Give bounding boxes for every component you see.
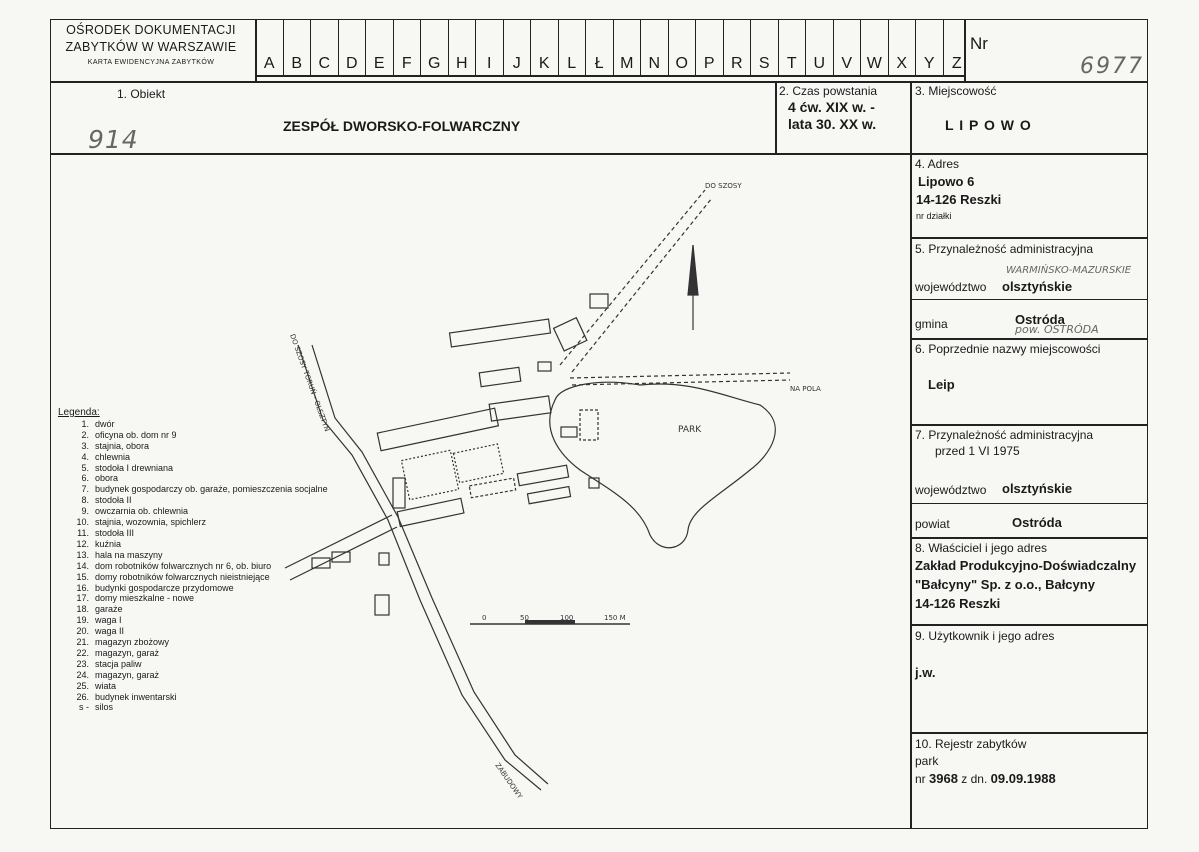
road-west-label: DO SZOSY TORUŃ - OLSZTYN: [288, 332, 331, 433]
legend-item-text: stajnia, wozownia, spichlerz: [95, 517, 207, 528]
scale-tick: 100: [560, 614, 574, 622]
letter-cell: U: [805, 19, 833, 75]
czas-line2: lata 30. XX w.: [788, 116, 877, 132]
building-7: [393, 478, 405, 508]
wlasciciel-label: 8. Właściciel i jego adres: [915, 541, 1048, 555]
legend-item-number: 25.: [76, 680, 89, 691]
wlasciciel-line2: "Bałcyny" Sp. z o.o., Bałcyny: [915, 577, 1095, 592]
letter-cell: F: [393, 19, 421, 75]
letter-cell: J: [503, 19, 531, 75]
legend-item-text: stacja paliw: [95, 658, 142, 669]
adres-label: 4. Adres: [915, 157, 960, 171]
card-type: KARTA EWIDENCYJNA ZABYTKÓW: [87, 59, 215, 66]
rejestr-label: 10. Rejestr zabytków: [915, 737, 1027, 751]
building-24-25: [450, 319, 551, 347]
legend-item-number: 21.: [76, 637, 89, 648]
legend-item-text: silos: [95, 702, 114, 713]
rejestr-date: 09.09.1988: [990, 771, 1056, 786]
legend-item-number: 24.: [76, 669, 89, 680]
legend-item-text: owczarnia ob. chlewnia: [95, 506, 189, 517]
letter-cell: T: [778, 19, 806, 75]
rejestr-nr-prefix: nr: [915, 772, 926, 786]
czas-line1: 4 ćw. XIX w. -: [788, 99, 875, 115]
legend-item-text: domy robotników folwarcznych nieistniejące: [95, 571, 270, 582]
legend-item-text: kuźnia: [95, 538, 122, 549]
courtyard: [453, 444, 503, 483]
wojewodztwo-value: olsztyńskie: [1002, 279, 1073, 294]
building-21-22: [489, 396, 551, 421]
legend-item-text: stajnia, obora: [95, 440, 150, 451]
scale-tick: 50: [520, 614, 529, 622]
nr-label: Nr: [970, 34, 988, 53]
miejscowosc-label: 3. Miejscowość: [915, 84, 997, 98]
road-south-label: ZABUDOWY: [493, 761, 524, 801]
letter-cell: R: [723, 19, 751, 75]
letter-cell: H: [448, 19, 476, 75]
legend-item-text: budynek gospodarczy ob. garaże, pomieszczenia socjalne: [95, 484, 328, 495]
legend-item-text: stodoła II: [95, 495, 132, 506]
building-17b: [312, 558, 330, 568]
building-12: [538, 362, 551, 371]
obiekt-hand-number: 914: [88, 125, 139, 154]
fields-label: NA POLA: [790, 385, 821, 393]
legend-title: Legenda:: [58, 407, 100, 418]
building-1: [580, 410, 598, 440]
rejestr-line1: park: [915, 754, 939, 768]
legend-item-text: stodoła III: [95, 527, 135, 538]
building-17d: [375, 595, 389, 615]
letter-cell: G: [420, 19, 448, 75]
legend-item-text: budynki gospodarcze przydomowe: [95, 582, 234, 593]
gmina-handwritten: pow. OSTRÓDA: [1015, 323, 1099, 336]
legend-item-number: 6.: [81, 473, 89, 484]
legend-item-number: 3.: [81, 440, 89, 451]
gmina-label: gmina: [915, 317, 948, 331]
legend-item-number: 22.: [76, 647, 89, 658]
letter-cell: L: [558, 19, 586, 75]
legend-item-text: dom robotników folwarcznych nr 6, ob. biuro: [95, 560, 272, 571]
legend-item-number: 10.: [76, 517, 89, 528]
przed1975-label: 7. Przynależność administracyjna: [915, 428, 1094, 442]
letter-cell: W: [860, 19, 888, 75]
legend-item-number: 2.: [81, 429, 89, 440]
letter-cell: I: [475, 19, 503, 75]
wlasciciel-line1: Zakład Produkcyjno-Doświadczalny: [915, 558, 1137, 573]
poprzednie-label: 6. Poprzednie nazwy miejscowości: [915, 342, 1101, 356]
legend-item-text: hala na maszyny: [95, 549, 163, 560]
scale-tick: 150 M: [604, 614, 626, 622]
uzytkownik-value: j.w.: [915, 665, 936, 680]
rejestr-mid: z dn.: [961, 772, 988, 786]
north-arrow-icon: [688, 245, 698, 295]
road-line: [570, 373, 790, 378]
letter-cell: S: [750, 19, 778, 75]
wojewodztwo-label: województwo: [915, 280, 987, 294]
przed1975-woj-value: olsztyńskie: [1002, 481, 1073, 496]
road-north-label: DO SZOSY: [705, 182, 742, 190]
building-13: [554, 318, 587, 351]
letter-cell: Z: [943, 19, 971, 75]
org-name-line2: ZABYTKÓW W WARSZAWIE: [65, 40, 237, 54]
legend-item-number: 16.: [76, 582, 89, 593]
wojewodztwo-handwritten: WARMIŃSKO-MAZURSKIE: [1006, 265, 1132, 276]
legend-item-text: dwór: [95, 418, 115, 429]
legend-item-number: 1.: [81, 418, 89, 429]
letter-cell: C: [310, 19, 338, 75]
park-outline: [550, 382, 776, 547]
nr-handwritten: 6977: [1080, 54, 1144, 79]
legend-item-text: waga II: [95, 626, 125, 637]
legend-item-text: garaże: [95, 604, 123, 615]
legend-item-number: 13.: [76, 549, 89, 560]
building-17c: [332, 552, 350, 562]
letter-cell: P: [695, 19, 723, 75]
legend-item-number: 8.: [81, 495, 89, 506]
obiekt-label: 1. Obiekt: [117, 87, 166, 101]
legend-item-number: 11.: [77, 527, 89, 538]
legend-item-text: oficyna ob. dom nr 9: [95, 429, 177, 440]
building-3: [517, 465, 568, 486]
road-line: [560, 190, 705, 365]
building-4: [527, 487, 570, 504]
building-26: [590, 294, 608, 308]
road-line: [312, 345, 548, 784]
legend-item-number: 14.: [76, 560, 89, 571]
legend-item-text: wiata: [95, 680, 117, 691]
legend-item-text: magazyn, garaż: [95, 669, 160, 680]
legend-item-text: budynek inwentarski: [95, 691, 177, 702]
letter-cell: D: [338, 19, 366, 75]
building-11: [479, 367, 521, 386]
legend-item-number: 17.: [76, 593, 89, 604]
legend-item-number: 19.: [76, 615, 89, 626]
miejscowosc-value: L I P O W O: [945, 117, 1032, 133]
legend-item-number: 18.: [76, 604, 89, 615]
letter-cell: B: [283, 19, 311, 75]
legend-item-text: chlewnia: [95, 451, 131, 462]
legend-item-number: 7.: [81, 484, 89, 495]
legend-item-number: 9.: [81, 506, 89, 517]
legend-item-number: 23.: [76, 658, 89, 669]
scale-tick: 0: [482, 614, 487, 622]
building-8-9: [377, 408, 498, 451]
legend-item-text: domy mieszkalne - nowe: [95, 593, 195, 604]
legend-item-text: magazyn, garaż: [95, 647, 160, 658]
building-17: [561, 427, 577, 437]
legend-item-number: 20.: [76, 626, 89, 637]
letter-cell: N: [640, 19, 668, 75]
powiat-label: powiat: [915, 517, 950, 531]
letter-cell: A: [255, 19, 283, 75]
legend-item-text: obora: [95, 473, 119, 484]
letter-cell: X: [888, 19, 916, 75]
park-label: PARK: [678, 425, 702, 435]
poprzednie-value: Leip: [928, 377, 955, 392]
czas-label: 2. Czas powstania: [779, 84, 878, 98]
obiekt-value: ZESPÓŁ DWORSKO-FOLWARCZNY: [283, 118, 521, 134]
road-line: [285, 515, 392, 568]
rejestr-nr: 3968: [929, 771, 958, 786]
uzytkownik-label: 9. Użytkownik i jego adres: [915, 629, 1055, 643]
legend-item-number: 26.: [76, 691, 89, 702]
adres-line2: 14-126 Reszki: [916, 192, 1002, 207]
gmina-value: Ostróda: [1015, 312, 1065, 327]
powiat-value: Ostróda: [1012, 515, 1062, 530]
org-name-line1: OŚRODEK DOKUMENTACJI: [66, 23, 236, 37]
building-5: [469, 478, 515, 498]
wlasciciel-line3: 14-126 Reszki: [915, 596, 1001, 611]
legend-item-number: s -: [79, 702, 89, 713]
przed1975-woj-label: województwo: [915, 483, 987, 497]
adres-line1: Lipowo 6: [918, 174, 975, 189]
przynaleznosc-label: 5. Przynależność administracyjna: [915, 242, 1094, 256]
adres-dzialki: nr działki: [916, 211, 952, 221]
courtyard: [401, 450, 458, 500]
legend-item-number: 5.: [81, 462, 89, 473]
legend-item-text: waga I: [95, 615, 122, 626]
building-14: [379, 553, 389, 565]
letter-cell: K: [530, 19, 558, 75]
letter-cell: V: [833, 19, 861, 75]
przed1975-sublabel: przed 1 VI 1975: [935, 444, 1020, 458]
letter-cell: Ł: [585, 19, 613, 75]
letter-cell: O: [668, 19, 696, 75]
legend-item-text: stodoła I drewniana: [95, 462, 174, 473]
letter-cell: E: [365, 19, 393, 75]
legend-item-number: 15.: [76, 571, 89, 582]
letter-cell: M: [613, 19, 641, 75]
legend-item-number: 12.: [76, 538, 89, 549]
legend-item-text: magazyn zbożowy: [95, 637, 170, 648]
legend-item-number: 4.: [81, 451, 89, 462]
building-6: [397, 498, 464, 526]
letter-cell: Y: [915, 19, 943, 75]
